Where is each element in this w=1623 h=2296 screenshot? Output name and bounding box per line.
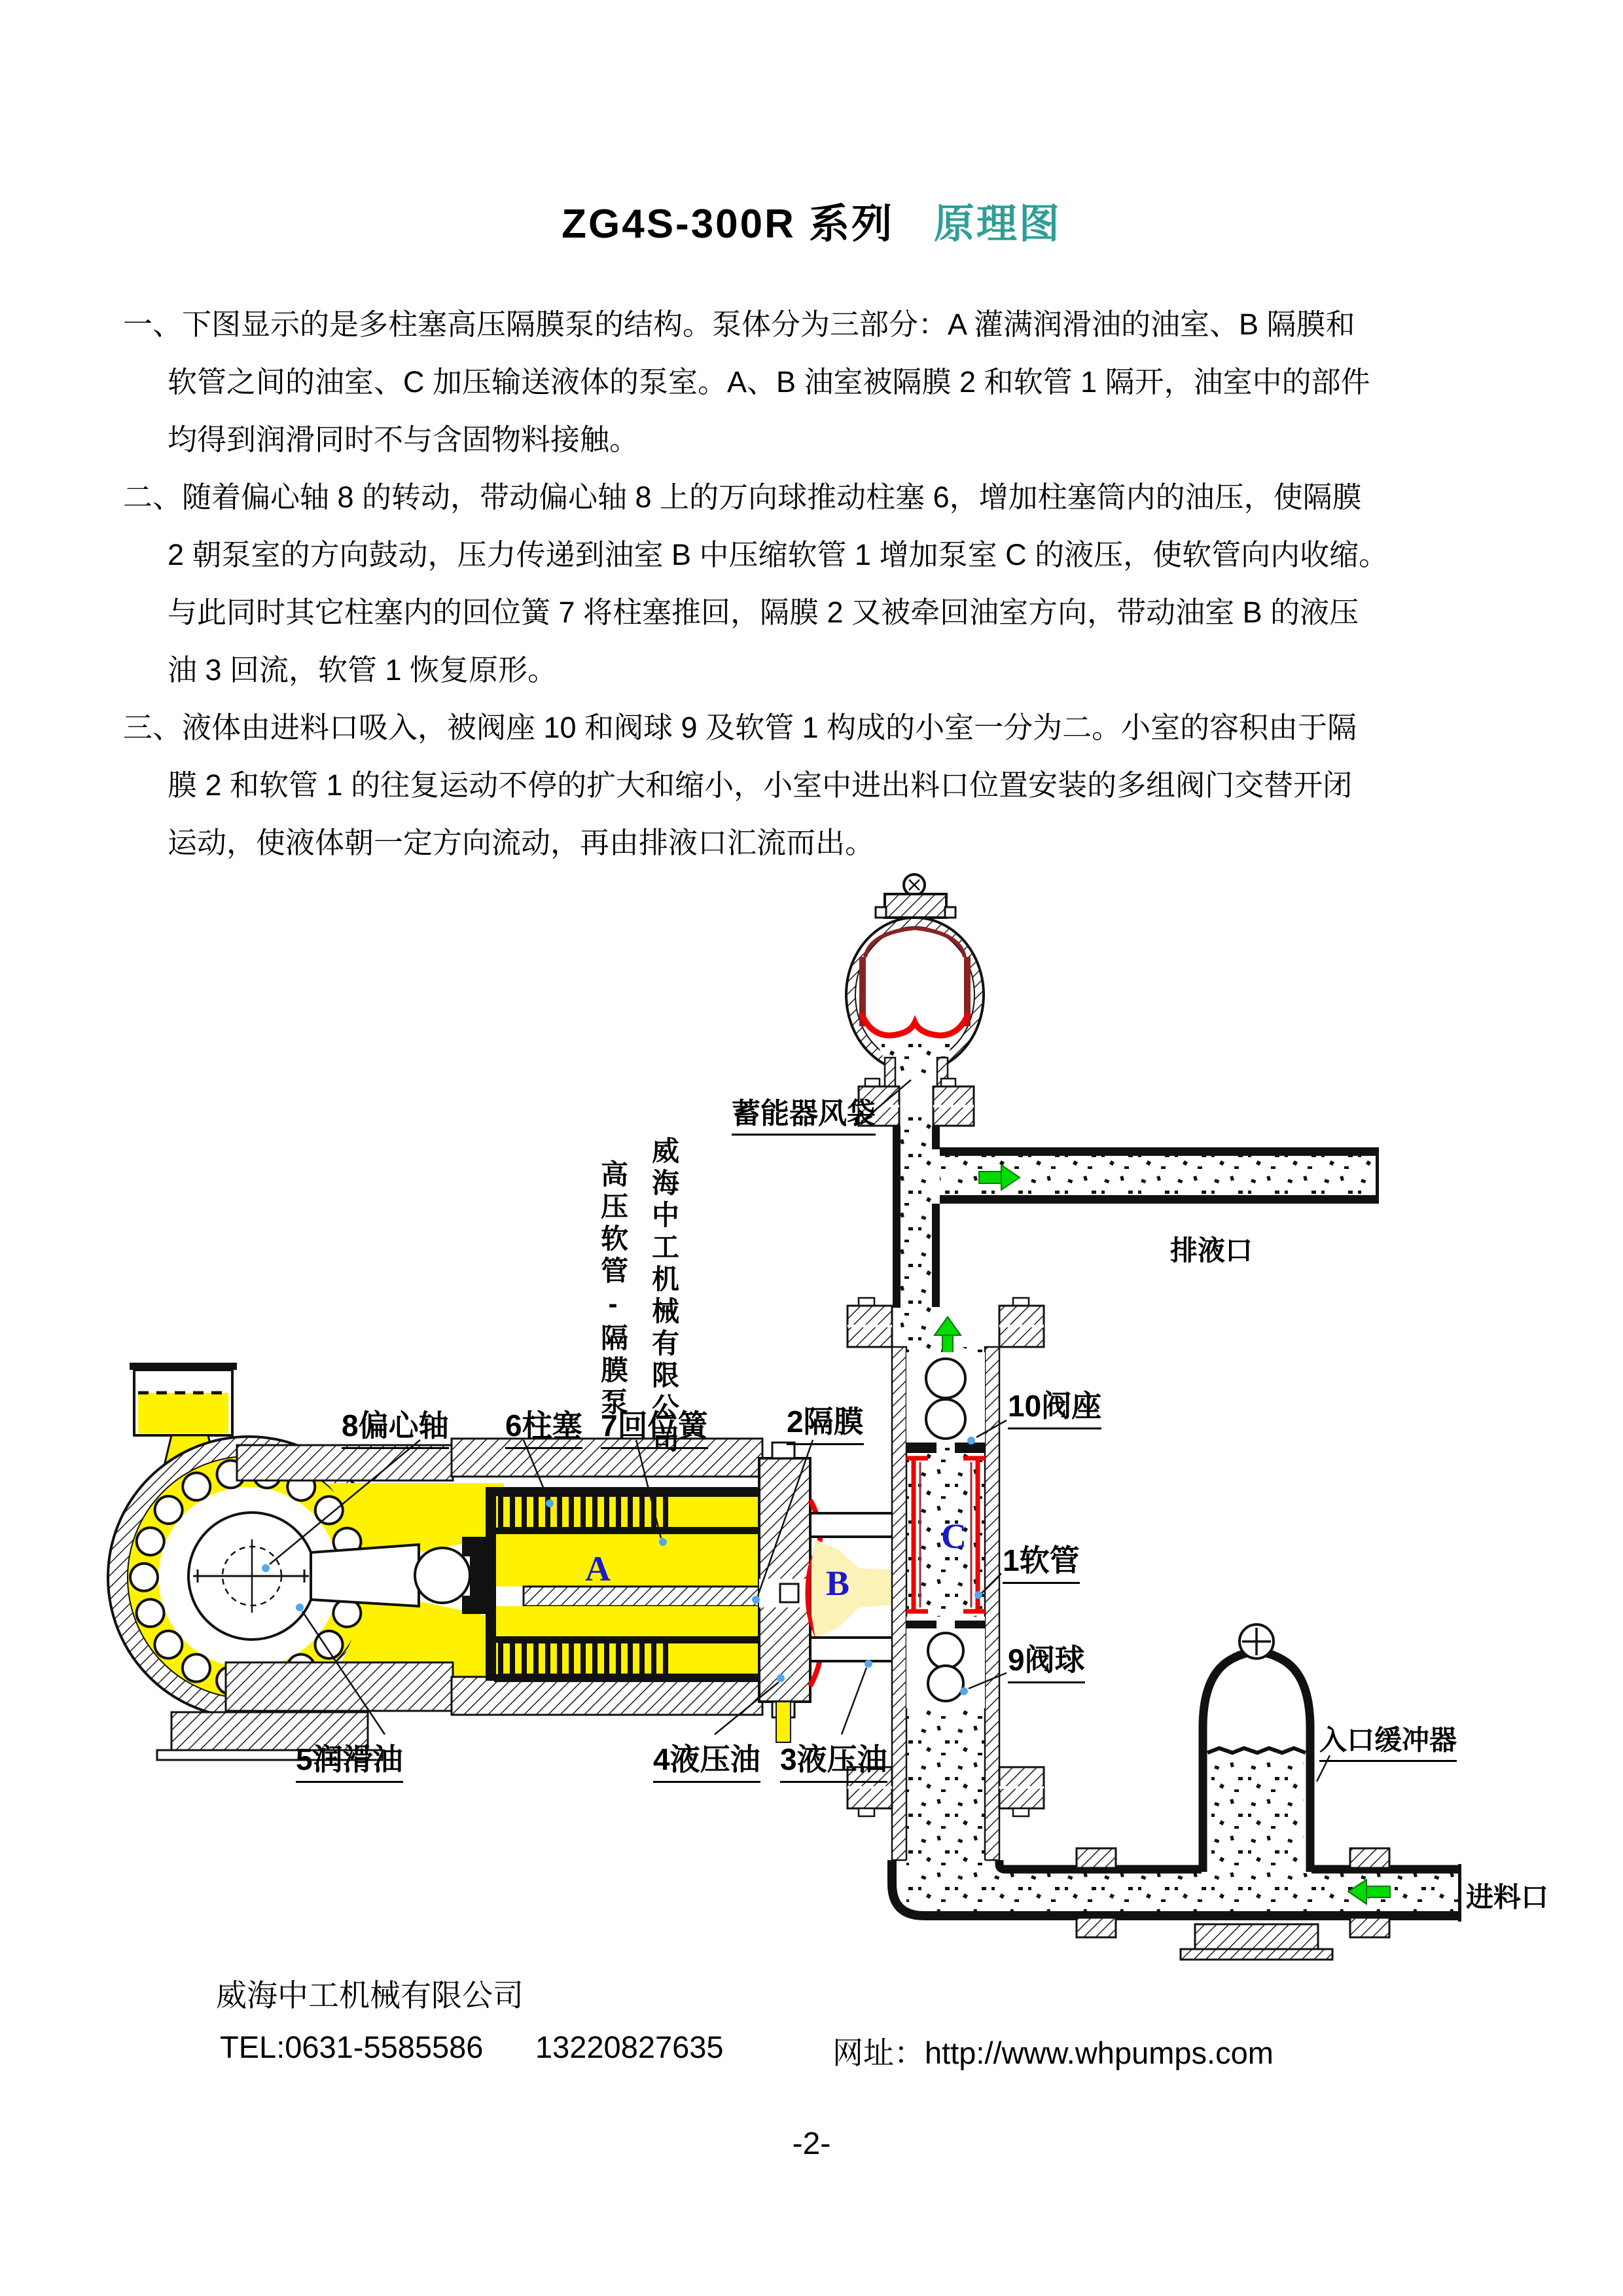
cylinder-head (759, 1443, 810, 1742)
body-line: 膜 2 和软管 1 的往复运动不停的扩大和缩小，小室中进出料口位置安装的多组阀门交替开闭 (168, 768, 1353, 802)
return-spring-top (499, 1496, 668, 1528)
footer-website[interactable]: 网址：http://www.whpumps.com (832, 2036, 1274, 2070)
valve-ball (926, 1399, 965, 1439)
label-accumulator-bag: 蓄能器风袋 (732, 1090, 876, 1136)
title-model: ZG4S-300R 系列 (562, 202, 895, 247)
footer-company: 威海中工机械有限公司 (216, 1978, 524, 2013)
body-line: 油 3 回流，软管 1 恢复原形。 (168, 653, 558, 687)
body-line: 运动，使液体朝一定方向流动，再由排液口汇流而出。 (168, 826, 875, 859)
label-part-2-diaphragm: 2隔膜 (787, 1398, 864, 1445)
valve-ball (926, 1359, 965, 1398)
body-line: 软管之间的油室、C 加压输送液体的泵室。A、B 油室被隔膜 2 和软管 1 隔开，油室中的部件 (168, 365, 1370, 399)
label-part-9-valve-ball: 9阀球 (1008, 1636, 1085, 1683)
label-part-5-lube-oil: 5润滑油 (296, 1736, 403, 1783)
chamber-a-oil (496, 1534, 760, 1587)
label-part-7-return-spring: 7回位簧 (601, 1402, 708, 1449)
label-part-3-hydraulic-oil: 3液压油 (780, 1736, 887, 1783)
label-inlet-port: 进料口 (1466, 1882, 1549, 1912)
universal-ball (415, 1548, 470, 1603)
body-line: 一、下图显示的是多柱塞高压隔膜泵的结构。泵体分为三部分：A 灌满润滑油的油室、B 隔膜和 (123, 308, 1355, 341)
label-part-1-hose: 1软管 (1003, 1537, 1080, 1584)
valve-seat (955, 1621, 985, 1628)
chamber-letter-c: C (941, 1516, 967, 1556)
return-spring-bottom (499, 1643, 668, 1674)
footer-mobile: 13220827635 (535, 2030, 724, 2064)
body-line: 2 朝泵室的方向鼓动，压力传递到油室 B 中压缩软管 1 增加泵室 C 的液压，使软管向内收缩。 (168, 538, 1389, 571)
label-inlet-buffer: 入口缓冲器 (1319, 1719, 1457, 1762)
discharge-pipe (893, 1113, 1379, 1348)
valve-seat (906, 1621, 936, 1628)
label-part-4-hydraulic-oil: 4液压油 (653, 1736, 760, 1783)
label-outlet-port: 排液口 (1170, 1235, 1253, 1266)
label-part-8-eccentric-shaft: 8偏心轴 (342, 1402, 449, 1449)
valve-ball (928, 1633, 963, 1668)
footer-tel: TEL:0631-5585586 (220, 2030, 484, 2064)
label-part-10-valve-seat: 10阀座 (1008, 1382, 1101, 1429)
page-number: -2- (792, 2126, 831, 2161)
vertical-company-name: 威海中工机械有限公司 (649, 1136, 679, 1457)
plunger-rod (524, 1587, 760, 1606)
body-line: 与此同时其它柱塞内的回位簧 7 将柱塞推回，隔膜 2 又被牵回油室方向，带动油室 B 的液压 (168, 596, 1359, 629)
title-suffix: 原理图 (933, 202, 1061, 247)
body-line: 三、液体由进料口吸入，被阀座 10 和阀球 9 及软管 1 构成的小室一分为二。小室的容积由于隔 (123, 711, 1357, 744)
valve-ball (928, 1666, 963, 1701)
valve-seat (906, 1443, 936, 1453)
inlet-pipe (892, 1848, 1461, 1937)
air-chamber (846, 874, 984, 1126)
chamber-letter-a: A (585, 1549, 611, 1588)
vertical-product-name: 高压软管-隔膜泵 (597, 1160, 628, 1420)
body-line: 均得到润滑同时不与含固物料接触。 (168, 423, 639, 456)
page-title (0, 191, 1623, 249)
label-part-6-plunger: 6柱塞 (505, 1402, 582, 1449)
chamber-letter-b: B (826, 1564, 850, 1603)
body-paragraphs (123, 296, 1537, 872)
body-line: 二、随着偏心轴 8 的转动，带动偏心轴 8 上的万向球推动柱塞 6，增加柱塞筒内的油压，使隔膜 (123, 480, 1362, 514)
